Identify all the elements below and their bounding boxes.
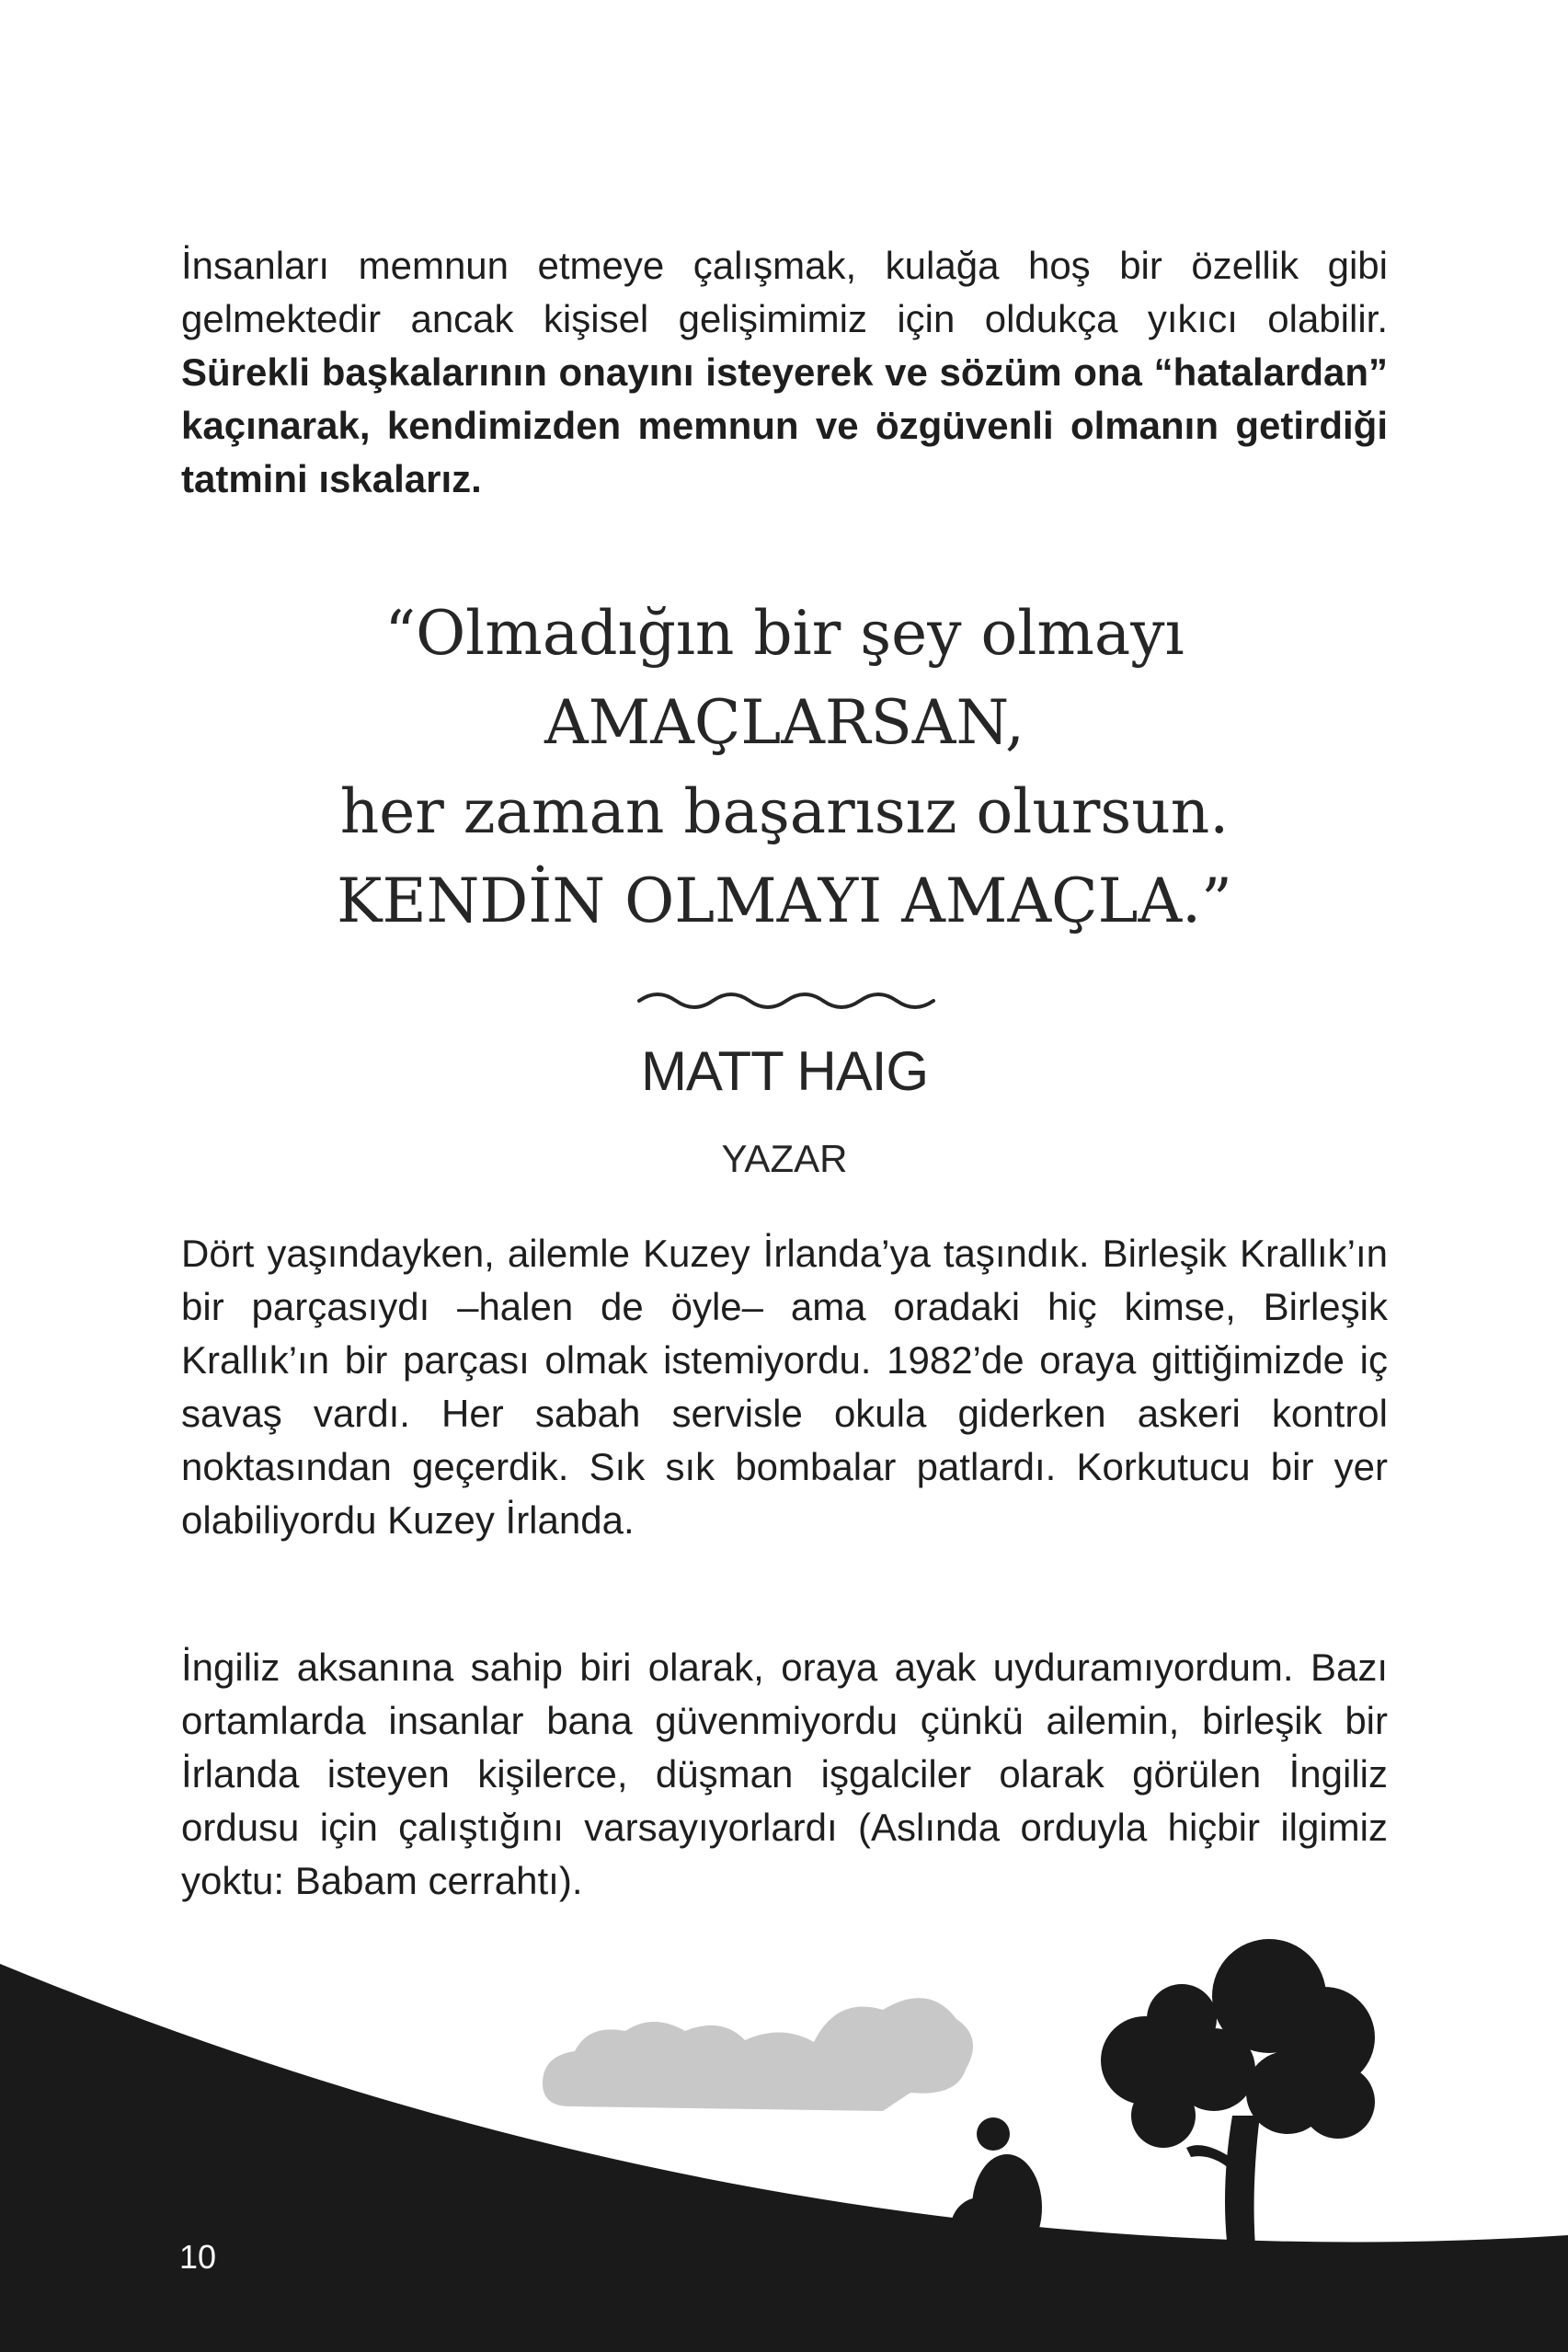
third-paragraph: İngiliz aksanına sahip biri olarak, oraya ayak uyduramıyordum. Bazı ortamlarda insanlar bana güvenmiyordu çünkü ailemin, birleşik bir İrlanda isteyen kişilerce, düşman işgalciler olarak görülen İngiliz ordusu için çalıştığını varsayıyorlardı (Aslında orduyla hiçbir ilgimiz yoktu: Babam cerrahtı). <box>181 1646 1388 1902</box>
quote-line-3: her zaman başarısız olursun. <box>339 776 1230 847</box>
pull-quote <box>181 589 1388 946</box>
cloud-icon <box>543 1998 973 2111</box>
quote-author-role: YAZAR <box>721 1137 848 1180</box>
intro-bold-text: Sürekli başkalarının onayını isteyerek ve sözüm ona “hatalardan” kaçınarak, kendimizden memnun ve özgüvenli olmanın getirdiği tatmini ıskalarız. <box>181 350 1388 500</box>
second-paragraph: Dört yaşındayken, ailemle Kuzey İrlanda’ya taşındık. Birleşik Krallık’ın bir parçasıydı –halen de öyle– ama oradaki hiç kimse, Birleşik Krallık’ın bir parçası olmak istemiyordu. 1982’de oraya gittiğimizde iç savaş vardı. Her sabah servisle okula giderken askeri kontrol noktasından geçerdik. Sık sık bombalar patlardı. Korkutucu bir yer olabiliyordu Kuzey İrlanda. <box>181 1232 1388 1542</box>
quote-author: MATT HAIG <box>640 1040 929 1102</box>
page-number: 10 <box>179 2238 217 2276</box>
wave-divider-icon <box>635 984 938 1012</box>
intro-plain-text: İnsanları memnun etmeye çalışmak, kulağa hoş bir özellik gibi gelmektedir ancak kişisel gelişimimiz için oldukça yıkıcı olabilir. <box>181 244 1388 340</box>
intro-paragraph <box>181 239 1388 506</box>
landscape-illustration <box>0 1932 1568 2352</box>
sitting-person-icon <box>950 2117 1042 2300</box>
quote-line-2: AMAÇLARSAN, <box>544 687 1024 758</box>
quote-line-4: KENDİN OLMAYI AMAÇLA.” <box>337 866 1232 936</box>
quote-line-1: “Olmadığın bir şey olmayı <box>384 598 1185 669</box>
